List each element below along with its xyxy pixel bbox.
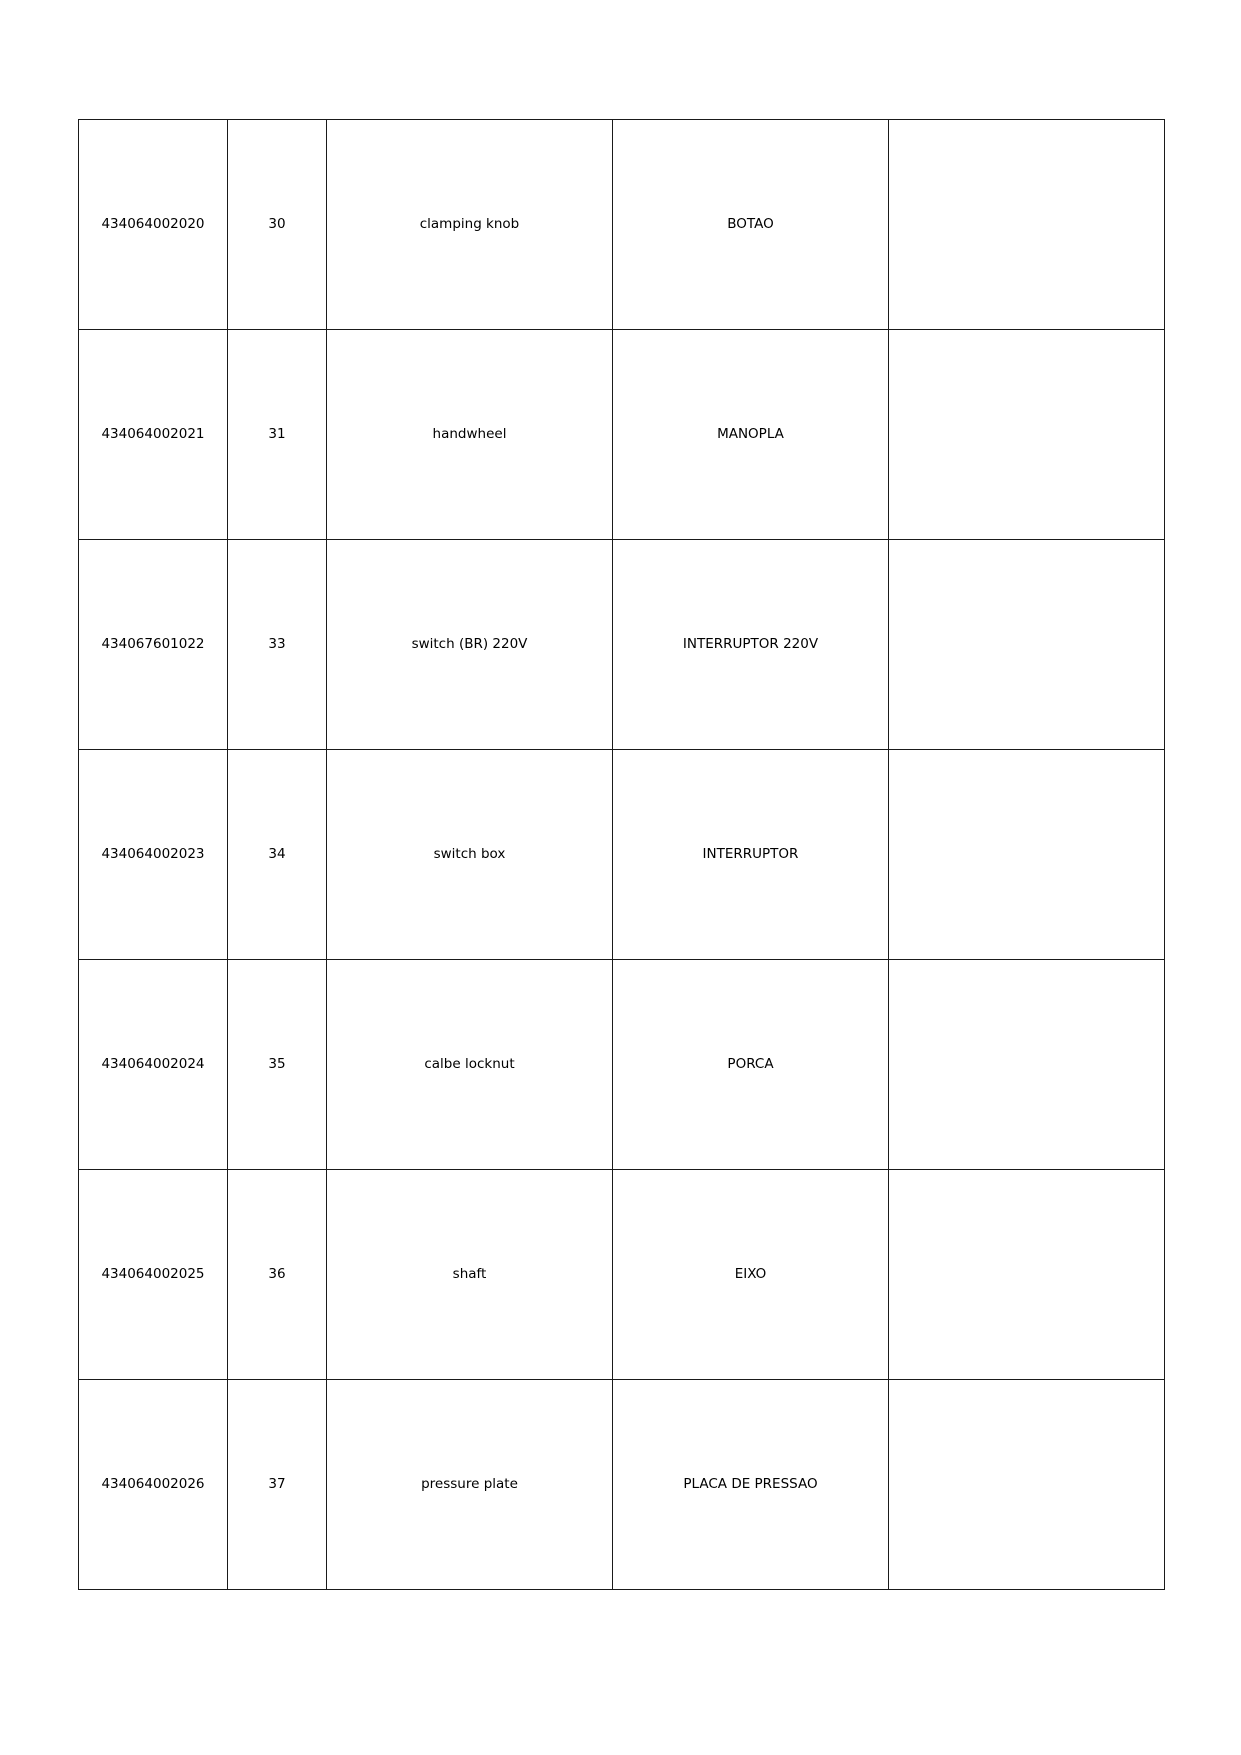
part-code-cell: 434064002026: [79, 1380, 228, 1590]
portuguese-description-cell: EIXO: [613, 1170, 889, 1380]
portuguese-description-cell: PLACA DE PRESSAO: [613, 1380, 889, 1590]
position-number-cell: 31: [228, 330, 327, 540]
table-row: [79, 540, 1165, 750]
part-code-cell: 434064002025: [79, 1170, 228, 1380]
note-cell: [889, 120, 1165, 330]
english-description-cell: calbe locknut: [327, 960, 613, 1170]
english-description-cell: pressure plate: [327, 1380, 613, 1590]
note-cell: [889, 1170, 1165, 1380]
table-row: [79, 1380, 1165, 1590]
position-number-cell: 30: [228, 120, 327, 330]
part-code-cell: 434064002021: [79, 330, 228, 540]
note-cell: [889, 1380, 1165, 1590]
portuguese-description-cell: MANOPLA: [613, 330, 889, 540]
part-code-cell: 434064002023: [79, 750, 228, 960]
note-cell: [889, 960, 1165, 1170]
position-number-cell: 37: [228, 1380, 327, 1590]
part-code-cell: 434064002024: [79, 960, 228, 1170]
parts-table: [78, 119, 1165, 1590]
english-description-cell: handwheel: [327, 330, 613, 540]
english-description-cell: switch box: [327, 750, 613, 960]
portuguese-description-cell: INTERRUPTOR: [613, 750, 889, 960]
note-cell: [889, 750, 1165, 960]
note-cell: [889, 330, 1165, 540]
table-row: [79, 120, 1165, 330]
part-code-cell: 434067601022: [79, 540, 228, 750]
table-row: [79, 960, 1165, 1170]
position-number-cell: 36: [228, 1170, 327, 1380]
table-row: [79, 330, 1165, 540]
position-number-cell: 33: [228, 540, 327, 750]
english-description-cell: clamping knob: [327, 120, 613, 330]
table-row: [79, 750, 1165, 960]
table-row: [79, 1170, 1165, 1380]
english-description-cell: switch (BR) 220V: [327, 540, 613, 750]
part-code-cell: 434064002020: [79, 120, 228, 330]
portuguese-description-cell: INTERRUPTOR 220V: [613, 540, 889, 750]
note-cell: [889, 540, 1165, 750]
portuguese-description-cell: BOTAO: [613, 120, 889, 330]
english-description-cell: shaft: [327, 1170, 613, 1380]
portuguese-description-cell: PORCA: [613, 960, 889, 1170]
position-number-cell: 35: [228, 960, 327, 1170]
position-number-cell: 34: [228, 750, 327, 960]
